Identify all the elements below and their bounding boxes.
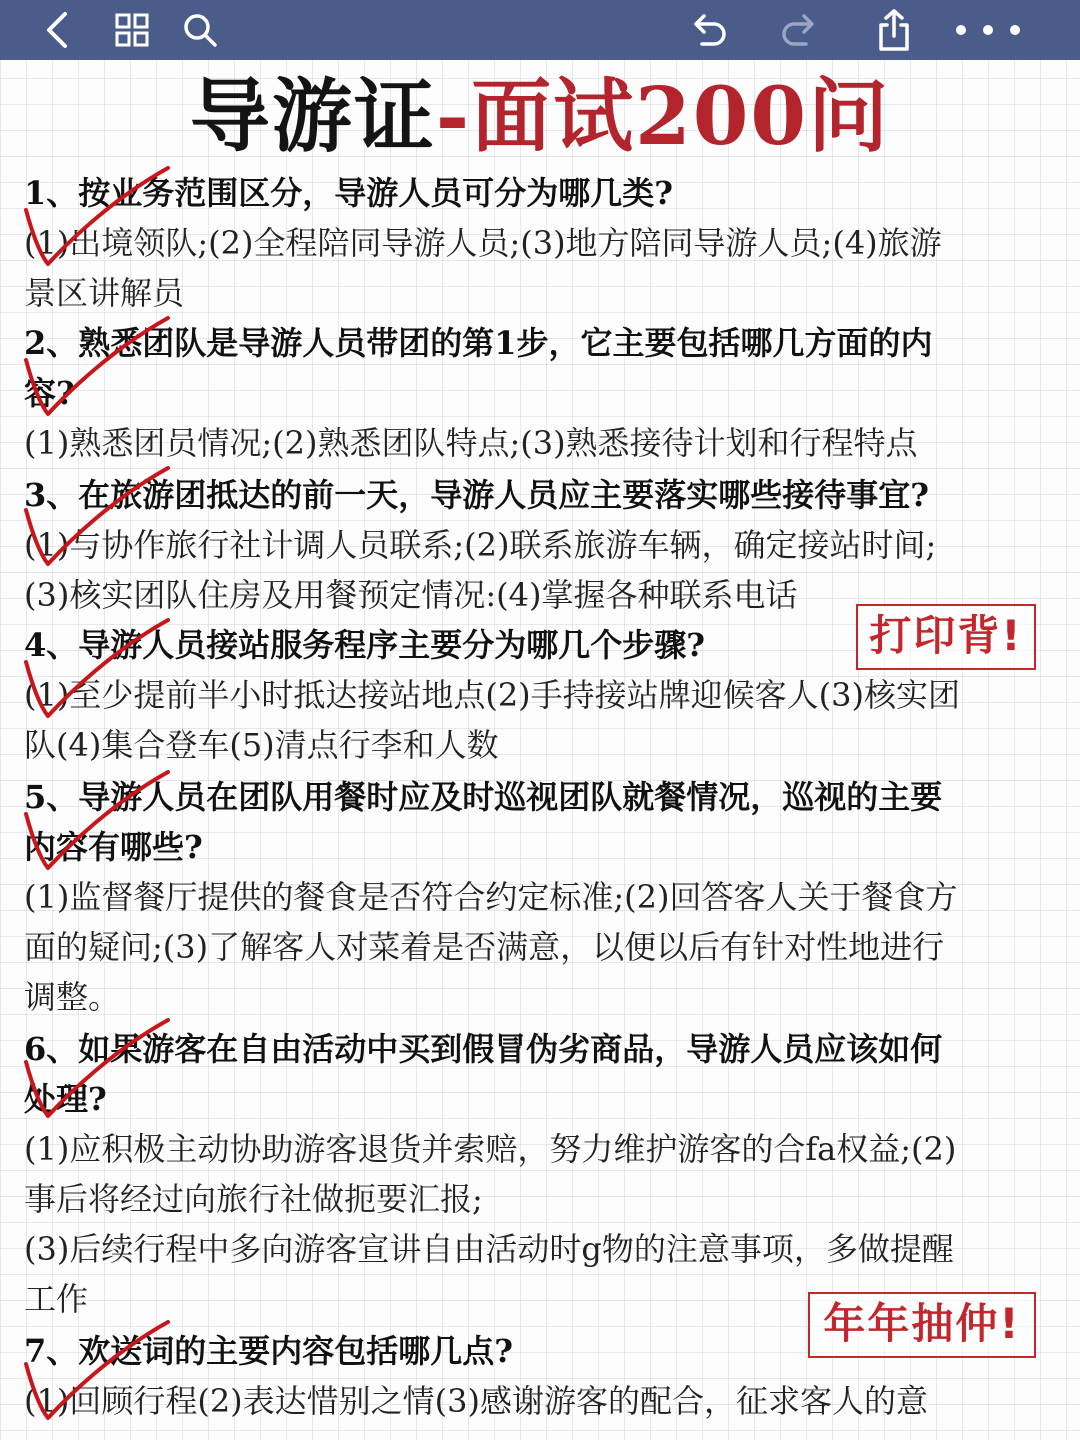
question-4: 4、导游人员接站服务程序主要分为哪几个步骤?	[24, 626, 706, 664]
title-main: 导游证	[189, 69, 436, 163]
title-accent: -面试200问	[435, 69, 891, 163]
answer-3-line-2: (3)核实团队住房及用餐预定情况:(4)掌握各种联系电话	[24, 576, 798, 614]
answer-2: (1)熟悉团员情况;(2)熟悉团队特点;(3)熟悉接待计划和行程特点	[24, 424, 918, 462]
question-3: 3、在旅游团抵达的前一天，导游人员应主要落实哪些接待事宜?	[24, 476, 930, 514]
question-5-line-1: 5、导游人员在团队用餐时应及时巡视团队就餐情况，巡视的主要	[24, 778, 943, 816]
question-1: 1、按业务范围区分，导游人员可分为哪几类?	[24, 174, 674, 212]
back-icon[interactable]	[36, 8, 80, 52]
answer-6-line-4: 工作	[24, 1280, 89, 1318]
answer-4-line-2: 队(4)集合登车(5)清点行李和人数	[24, 726, 499, 764]
answer-5-line-3: 调整。	[24, 978, 121, 1016]
question-7: 7、欢送词的主要内容包括哪几点?	[24, 1332, 514, 1370]
question-2-line-1: 2、熟悉团队是导游人员带团的第1步，它主要包括哪几方面的内	[24, 324, 933, 362]
answer-6-line-2: 事后将经过向旅行社做扼要汇报;	[24, 1180, 483, 1218]
question-5-line-2: 内容有哪些?	[24, 828, 203, 866]
question-6-line-2: 处理?	[24, 1080, 107, 1118]
share-icon[interactable]	[870, 8, 918, 52]
stamp-pass: 年年抽仲!	[808, 1292, 1036, 1358]
search-icon[interactable]	[178, 8, 222, 52]
more-icon[interactable]	[950, 8, 1026, 52]
grid-icon[interactable]	[110, 8, 154, 52]
answer-5-line-1: (1)监督餐厅提供的餐食是否符合约定标准;(2)回答客人关于餐食方	[24, 878, 958, 916]
top-toolbar	[0, 0, 1080, 60]
answer-6-line-3: (3)后续行程中多向游客宣讲自由活动时g物的注意事项，多做提醒	[24, 1230, 954, 1268]
page-title	[0, 68, 1080, 164]
answer-5-line-2: 面的疑问;(3)了解客人对菜着是否满意，以便以后有针对性地进行	[24, 928, 945, 966]
answer-1-line-1: (1)出境领队;(2)全程陪同导游人员;(3)地方陪同导游人员;(4)旅游	[24, 224, 942, 262]
stamp-print: 打印背!	[856, 604, 1036, 670]
answer-7-line-1: (1)回顾行程(2)表达惜别之情(3)感谢游客的配合，征求客人的意	[24, 1382, 928, 1420]
answer-4-line-1: (1)至少提前半小时抵达接站地点(2)手持接站牌迎候客人(3)核实团	[24, 676, 960, 714]
answer-3-line-1: (1)与协作旅行社计调人员联系;(2)联系旅游车辆，确定接站时间;	[24, 526, 937, 564]
answer-1-line-2: 景区讲解员	[24, 274, 185, 312]
answer-6-line-1: (1)应积极主动协助游客退货并索赔，努力维护游客的合fa权益;(2)	[24, 1130, 957, 1168]
question-6-line-1: 6、如果游客在自由活动中买到假冒伪劣商品，导游人员应该如何	[24, 1030, 943, 1068]
undo-icon[interactable]	[684, 8, 732, 52]
question-2-line-2: 容?	[24, 374, 75, 412]
redo-icon[interactable]	[776, 8, 824, 52]
